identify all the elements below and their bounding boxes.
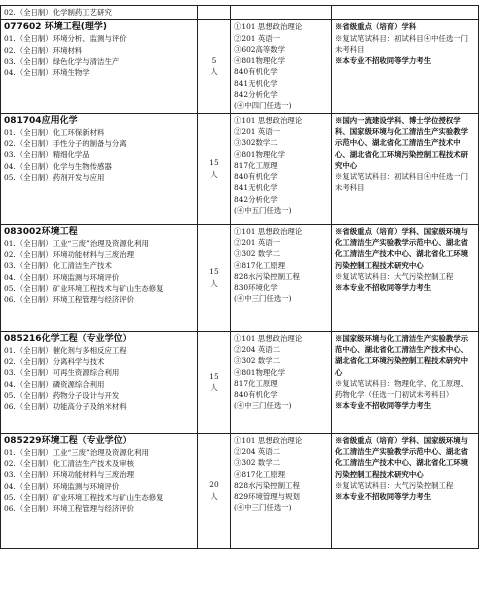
admissions-table	[0, 5, 479, 549]
note-item: ※复试笔试科目：初试科目④中任选一门未考科目	[335, 172, 469, 193]
exam-subject: (④中四门任选一)	[234, 101, 292, 111]
quota-value: 15	[209, 371, 219, 381]
note-item: ※本专业不招收同等学力考生	[335, 401, 432, 411]
note-cell	[332, 433, 479, 548]
exam-subject: 828水污染控制工程	[234, 480, 300, 490]
program-code: 085216化学工程（专业学位）	[4, 333, 132, 344]
direction-item: 06.（全日制）环境工程管理与经济评价	[4, 295, 135, 305]
table-row	[1, 331, 479, 433]
direction-item: 02.（全日制）分离科学与技术	[4, 356, 105, 366]
program-cell	[1, 433, 198, 548]
table-row	[1, 113, 479, 224]
program-cell	[1, 331, 198, 433]
note-item: ※国家级环境与化工清洁生产实验教学示范中心、湖北省化工清洁生产技术中心、湖北省化工环境污染控制工程技术研究中心	[335, 333, 469, 377]
exam-subject: 842分析化学	[234, 194, 278, 204]
note-item: ※本专业不招收同等学力考生	[335, 283, 432, 293]
direction-item: 01.（全日制）化工环保新材料	[4, 127, 105, 137]
program-cell	[1, 113, 198, 224]
direction-item: 03.（全日制）化工清洁生产技术	[4, 261, 112, 271]
note-cell	[332, 224, 479, 331]
quota-cell	[198, 20, 231, 113]
exam-cell	[231, 113, 332, 224]
exam-subject: ④801物理化学	[234, 367, 286, 377]
note-item: ※省级重点（培育）学科	[335, 22, 417, 32]
direction-item: 02.（全日制）化工清洁生产技术及审核	[4, 458, 135, 468]
quota-value: 人	[210, 67, 218, 77]
exam-subject: 830环境化学	[234, 283, 278, 293]
direction-item: 06.（全日制）功能高分子及纳米材料	[4, 402, 127, 412]
exam-subject: ②201 英语一	[234, 237, 281, 247]
exam-subject: ③302 数学二	[234, 356, 281, 366]
exam-subject: ①101 思想政治理论	[234, 115, 303, 125]
quota-value: 人	[210, 491, 218, 501]
direction-item: 02.（全日制）化学制药工艺研究	[4, 8, 112, 17]
direction-item: 03.（全日制）绿色化学与清洁生产	[4, 56, 120, 66]
direction-item: 03.（全日制）精细化学品	[4, 150, 90, 160]
exam-subject: 817化工原理	[234, 378, 278, 388]
quota-value: 15	[209, 267, 219, 277]
exam-subject: (④中三门任选一)	[234, 294, 292, 304]
note-cell	[332, 6, 479, 20]
quota-cell	[198, 113, 231, 224]
exam-cell	[231, 224, 332, 331]
direction-item: 05.（全日制）药物分子设计与开发	[4, 390, 120, 400]
note-item: ※复试笔试科目：大气污染控制工程	[335, 271, 454, 281]
direction-item: 05.（全日制）矿业环境工程技术与矿山生态修复	[4, 492, 164, 502]
exam-subject: ③302 数学二	[234, 249, 281, 259]
note-item: ※复试笔试科目：物理化学、化工原理、药物化学（任选一门初试未考科目）	[335, 378, 469, 400]
exam-subject: ④801物理化学	[234, 56, 286, 66]
exam-subject: 817化工原理	[234, 160, 278, 170]
table-row	[1, 433, 479, 548]
exam-subject: 829环境管理与规划	[234, 492, 300, 502]
exam-subject: 840有机化学	[234, 172, 278, 182]
direction-item: 04.（全日制）磷资源综合利用	[4, 379, 105, 389]
exam-subject: 841无机化学	[234, 183, 278, 193]
exam-subject: ①101 思想政治理论	[234, 333, 303, 343]
exam-subject: ①101 思想政治理论	[234, 22, 303, 32]
quota-value: 20	[209, 480, 219, 490]
exam-cell	[231, 331, 332, 433]
direction-item: 05.（全日制）药剂开发与应用	[4, 172, 105, 182]
exam-subject: 841无机化学	[234, 78, 278, 88]
exam-subject: 828水污染控制工程	[234, 271, 300, 281]
exam-subject: ③302数学二	[234, 138, 278, 148]
program-cell	[1, 20, 198, 113]
exam-subject: ①101 思想政治理论	[234, 435, 303, 445]
quota-cell	[198, 433, 231, 548]
quota-value: 15	[209, 158, 219, 168]
note-item: ※本专业不招收同等学力考生	[335, 56, 432, 66]
exam-subject: ①101 思想政治理论	[234, 226, 303, 236]
direction-item: 05.（全日制）矿业环境工程技术与矿山生态修复	[4, 283, 164, 293]
program-code: 081704应用化学	[4, 115, 78, 126]
direction-item: 02.（全日制）环境材料	[4, 45, 83, 55]
note-item: ※省级重点（培育）学科、国家级环境与化工清洁生产实验教学示范中心、湖北省化工清洁生产技术中心、湖北省化工环境污染控制工程技术研究中心	[335, 435, 469, 479]
direction-item: 04.（全日制）环境监测与环境评价	[4, 481, 120, 491]
exam-cell	[231, 20, 332, 113]
quota-value: 5	[211, 56, 217, 66]
program-cell	[1, 6, 198, 20]
direction-item: 03.（全日制）可再生资源综合利用	[4, 368, 120, 378]
direction-item: 04.（全日制）化学与生物传感器	[4, 161, 112, 171]
table-row	[1, 224, 479, 331]
exam-subject: (④中五门任选一)	[234, 206, 292, 216]
quota-value: 人	[210, 278, 218, 288]
table-row	[1, 20, 479, 113]
quota-cell	[198, 6, 231, 20]
note-item: ※复试笔试科目：初试科目④中任选一门未考科目	[335, 33, 469, 54]
exam-subject: 840有机化学	[234, 67, 278, 77]
quota-value: 人	[210, 383, 218, 393]
exam-subject: ③302 数学二	[234, 458, 281, 468]
exam-subject: ②201 英语一	[234, 126, 281, 136]
exam-subject: ④817化工原理	[234, 260, 286, 270]
quota-cell	[198, 224, 231, 331]
exam-subject: ②201 英语一	[234, 33, 281, 43]
exam-subject: ②204 英语二	[234, 446, 281, 456]
direction-item: 04.（全日制）环境监测与环境评价	[4, 272, 120, 282]
table-row-continued	[1, 6, 479, 20]
exam-subject: 842分析化学	[234, 90, 278, 100]
note-cell	[332, 113, 479, 224]
direction-item: 04.（全日制）环境生物学	[4, 68, 90, 78]
program-cell	[1, 224, 198, 331]
note-item: ※国内一流建设学科、博士学位授权学科、国家级环境与化工清洁生产实验教学示范中心、湖北省化工清洁生产技术中心、湖北省化工环境污染控制工程技术研究中心	[335, 115, 469, 170]
direction-item: 06.（全日制）环境工程管理与经济评价	[4, 504, 135, 514]
exam-cell	[231, 433, 332, 548]
direction-item: 01.（全日制）环境分析、监测与评价	[4, 34, 127, 44]
exam-cell	[231, 6, 332, 20]
direction-item: 01.（全日制）工业“三废”治理及资源化利用	[4, 447, 149, 457]
direction-item: 01.（全日制）工业“三废”治理及资源化利用	[4, 238, 149, 248]
exam-subject: 840有机化学	[234, 390, 278, 400]
note-item: ※复试笔试科目：大气污染控制工程	[335, 480, 454, 490]
exam-subject: (④中三门任选一)	[234, 401, 292, 411]
program-code: 085229环境工程（专业学位）	[4, 435, 132, 446]
program-code: 083002环境工程	[4, 226, 78, 237]
exam-subject: ③602高等数学	[234, 44, 286, 54]
quota-cell	[198, 331, 231, 433]
direction-item: 02.（全日制）环境功能材料与三废治理	[4, 249, 135, 259]
exam-subject: ④817化工原理	[234, 469, 286, 479]
note-item: ※本专业不招收同等学力考生	[335, 492, 432, 502]
quota-value: 人	[210, 169, 218, 179]
note-cell	[332, 20, 479, 113]
direction-item: 02.（全日制）手性分子的制备与分离	[4, 138, 127, 148]
direction-item: 03.（全日制）环境功能材料与三废治理	[4, 470, 135, 480]
note-cell	[332, 331, 479, 433]
exam-subject: ②204 英语二	[234, 344, 281, 354]
note-item: ※省级重点（培育）学科、国家级环境与化工清洁生产实验教学示范中心、湖北省化工清洁生产技术中心、湖北省化工环境污染控制工程技术研究中心	[335, 226, 469, 270]
program-code: 077602 环境工程(理学)	[4, 22, 107, 33]
exam-subject: (④中三门任选一)	[234, 503, 292, 513]
exam-subject: ④801物理化学	[234, 149, 286, 159]
direction-item: 01.（全日制）催化剂与多相反应工程	[4, 345, 127, 355]
